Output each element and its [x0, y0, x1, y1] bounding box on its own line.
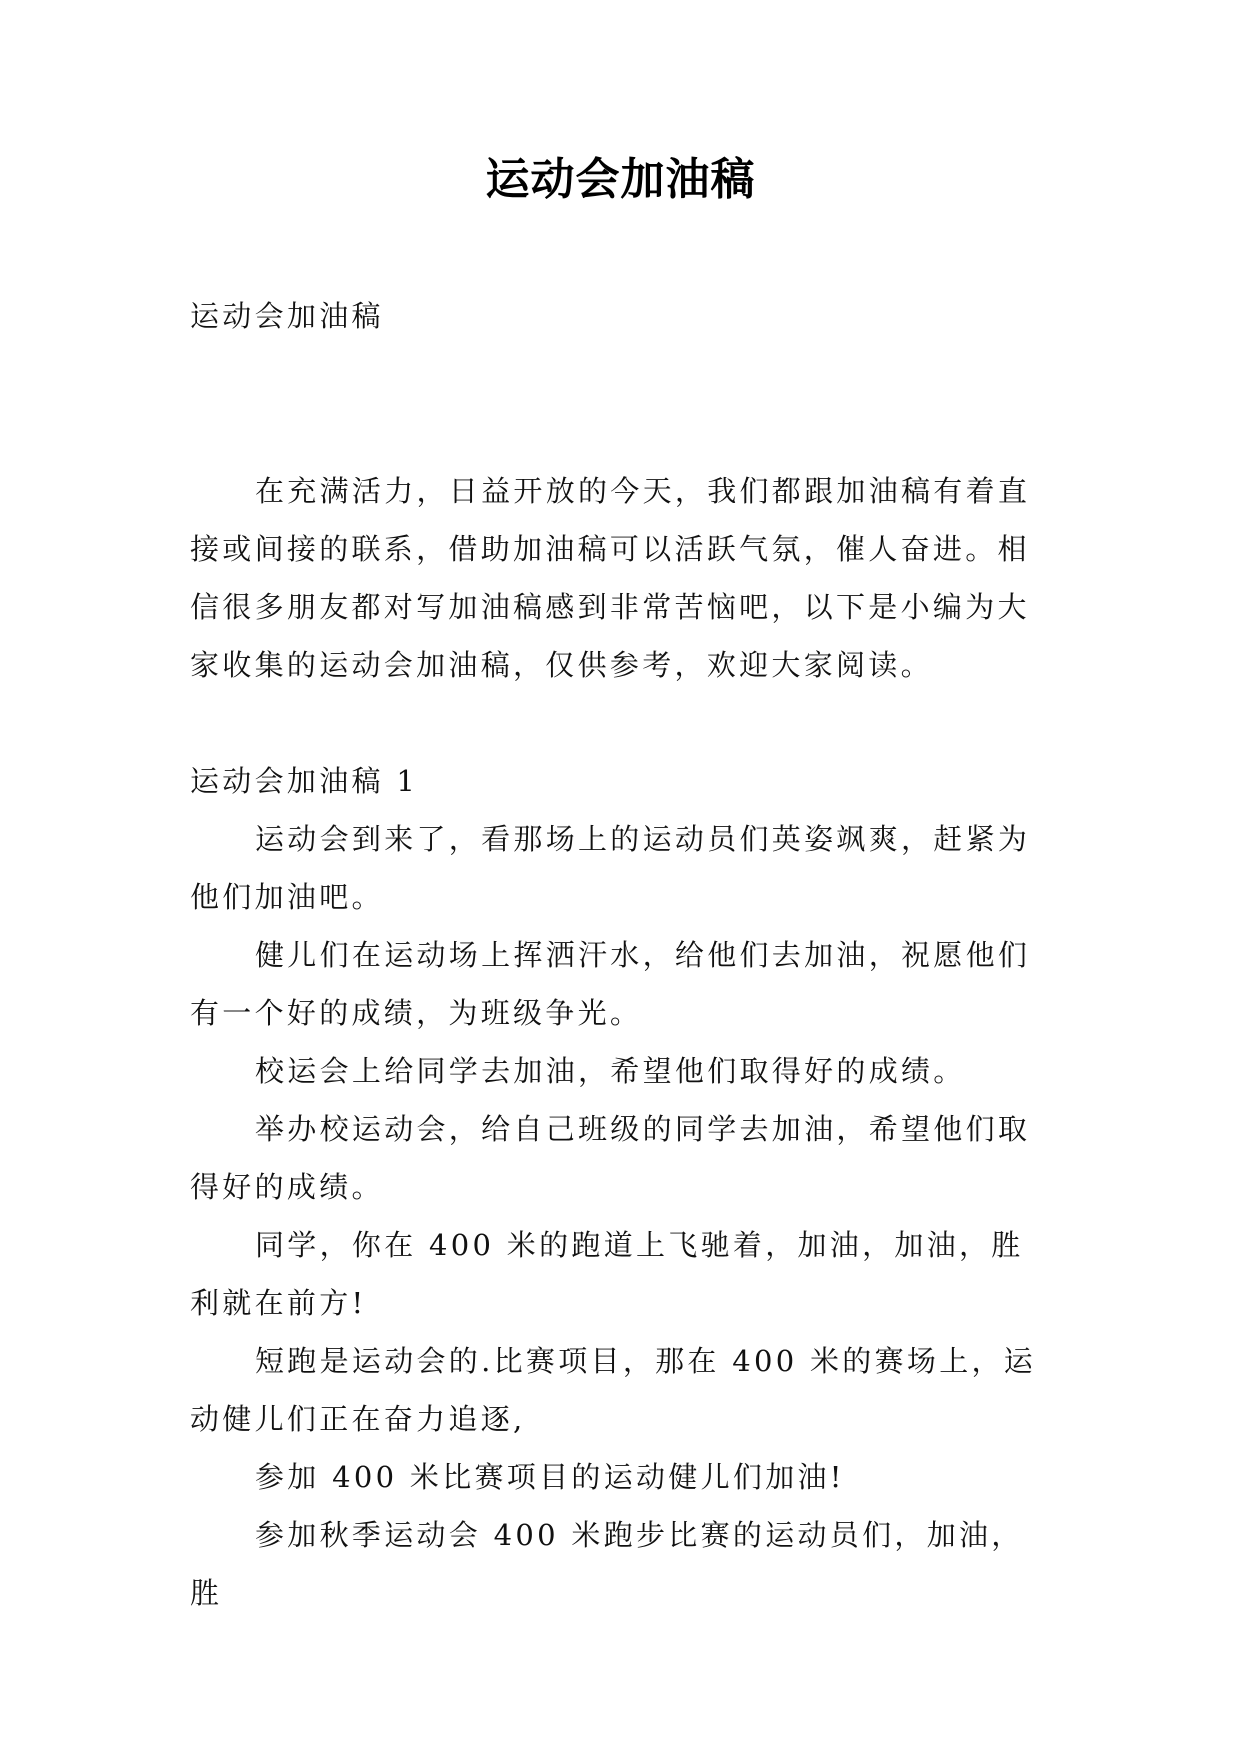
paragraph-list: [190, 810, 1050, 1622]
paragraph: 参加秋季运动会 400 米跑步比赛的运动员们，加油，胜: [190, 1518, 1024, 1610]
intro-paragraph: 在充满活力，日益开放的今天，我们都跟加油稿有着直接或间接的联系，借助加油稿可以活跃气氛，催人奋进。相信很多朋友都对写加油稿感到非常苦恼吧，以下是小编为大家收集的运动会加油稿，仅供参考，欢迎大家阅读。: [190, 474, 1031, 682]
paragraph: 举办校运动会，给自己班级的同学去加油，希望他们取得好的成绩。: [190, 1112, 1031, 1204]
paragraph: 健儿们在运动场上挥洒汗水，给他们去加油，祝愿他们有一个好的成绩，为班级争光。: [190, 938, 1031, 1030]
paragraph: 短跑是运动会的.比赛项目，那在 400 米的赛场上，运动健儿们正在奋力追逐,: [190, 1344, 1037, 1436]
paragraph: 运动会到来了，看那场上的运动员们英姿飒爽，赶紧为他们加油吧。: [190, 822, 1031, 914]
paragraph: 校运会上给同学去加油，希望他们取得好的成绩。: [255, 1054, 966, 1088]
paragraph: 参加 400 米比赛项目的运动健儿们加油!: [255, 1460, 845, 1494]
section-heading: 运动会加油稿 1: [190, 764, 419, 798]
paragraph: 同学，你在 400 米的跑道上飞驰着，加油，加油，胜利就在前方!: [190, 1228, 1024, 1320]
document-title: 运动会加油稿: [485, 154, 756, 205]
document-subtitle: 运动会加油稿: [190, 299, 384, 333]
